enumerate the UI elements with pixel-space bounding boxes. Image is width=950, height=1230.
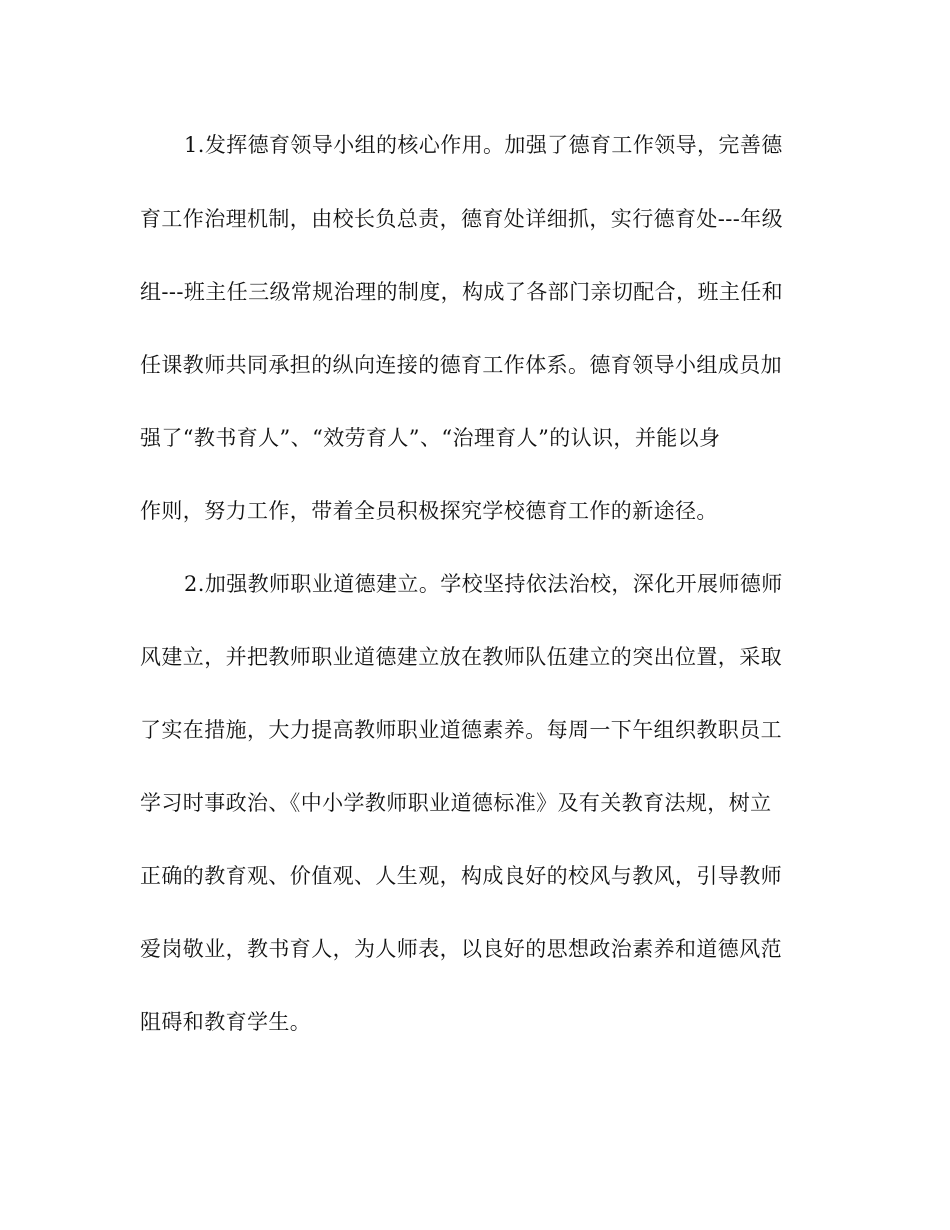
paragraph-line: 任课教师共同承担的纵向连接的德育工作体系。德育领导小组成员加 <box>140 353 782 377</box>
paragraph-line: 作则，努力工作，带着全员积极探究学校德育工作的新途径。 <box>140 499 718 523</box>
paragraph-line: 育工作治理机制，由校长负总责，德育处详细抓，实行德育处---年级 <box>140 207 784 231</box>
paragraph-line: 了实在措施，大力提高教师职业道德素养。每周一下午组织教职员工 <box>140 718 782 742</box>
paragraph-line: 组---班主任三级常规治理的制度，构成了各部门亲切配合，班主任和 <box>140 280 784 304</box>
paragraph-line: 爱岗敬业，教书育人，为人师表，以良好的思想政治素养和道德风范 <box>140 937 782 961</box>
paragraph-line: 风建立，并把教师职业道德建立放在教师队伍建立的突出位置，采取 <box>140 645 782 669</box>
paragraph-line: 学习时事政治、《中小学教师职业道德标准》及有关教育法规，树立 <box>140 791 772 815</box>
paragraph-line: 2.加强教师职业道德建立。学校坚持依法治校，深化开展师德师 <box>184 572 783 596</box>
paragraph-line: 强了“教书育人”、“效劳育人”、“治理育人”的认识，并能以身 <box>140 426 721 450</box>
paragraph-line: 阻碍和教育学生。 <box>140 1010 312 1034</box>
paragraph-line: 正确的教育观、价值观、人生观，构成良好的校风与教风，引导教师 <box>140 864 782 888</box>
paragraph-line: 1.发挥德育领导小组的核心作用。加强了德育工作领导，完善德 <box>184 133 783 157</box>
